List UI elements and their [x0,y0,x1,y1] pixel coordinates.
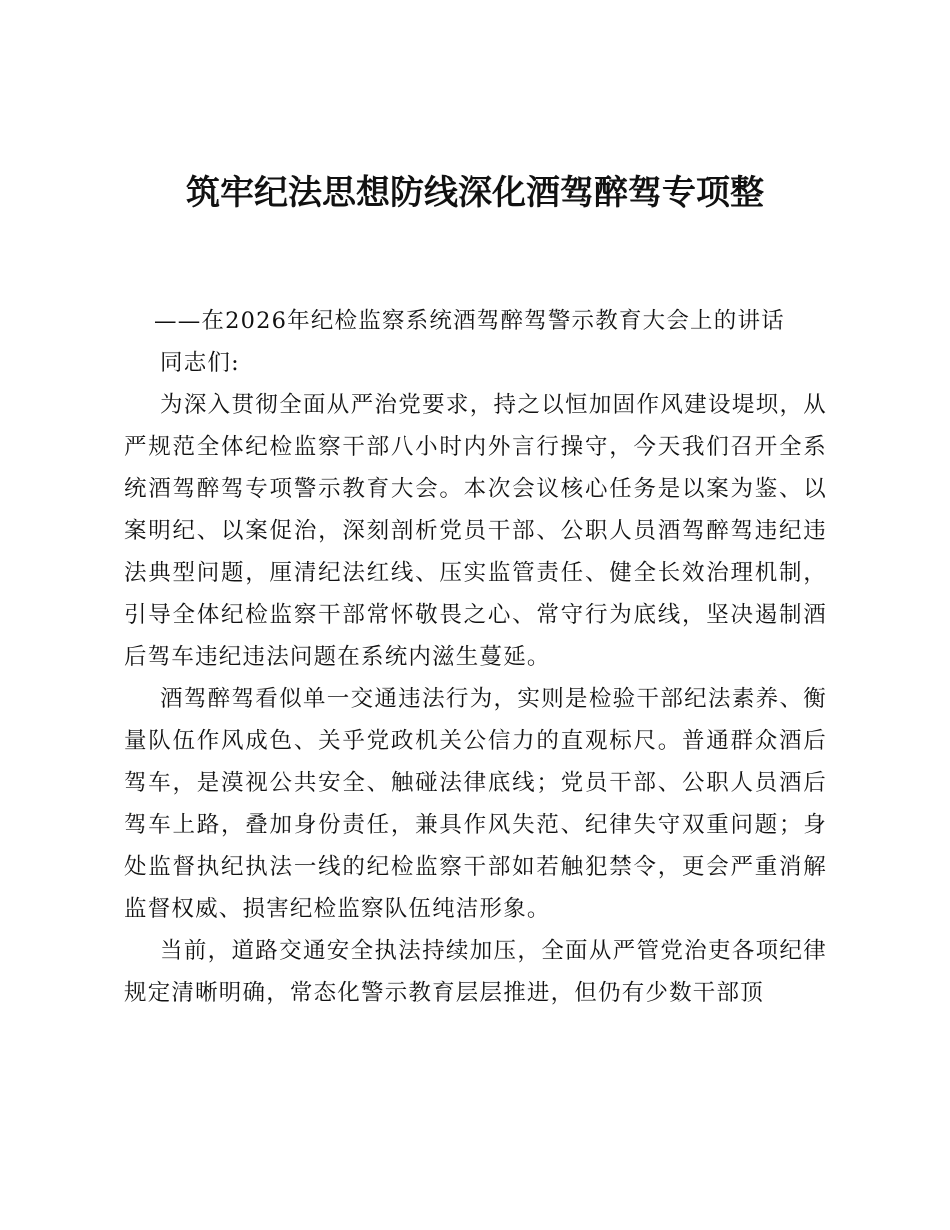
document-subtitle: ——在2026年纪检监察系统酒驾醉驾警示教育大会上的讲话 [154,308,785,334]
salutation: 同志们: [160,350,240,376]
document-title: 筑牢纪法思想防线深化酒驾醉驾专项整 [186,173,764,213]
paragraph-2: 酒驾醉驾看似单一交通违法行为，实则是检验干部纪法素养、衡量队伍作风成色、关乎党政机关公信力的直观标尺。普通群众酒后驾车，是漠视公共安全、触碰法律底线；党员干部、公职人员酒后驾车上路，叠加身份责任，兼具作风失范、纪律失守双重问题；身处监督执纪执法一线的纪检监察干部如若触犯禁令，更会严重消解监督权威、损害纪检监察队伍纯洁形象。 [124,686,827,922]
paragraph-3: 当前，道路交通安全执法持续加压，全面从严管党治吏各项纪律规定清晰明确，常态化警示教育层层推进，但仍有少数干部顶 [124,938,827,1006]
paragraph-1: 为深入贯彻全面从严治党要求，持之以恒加固作风建设堤坝，从严规范全体纪检监察干部八小时内外言行操守，今天我们召开全系统酒驾醉驾专项警示教育大会。本次会议核心任务是以案为鉴、以案明纪、以案促治，深刻剖析党员干部、公职人员酒驾醉驾违纪违法典型问题，厘清纪法红线、压实监管责任、健全长效治理机制，引导全体纪检监察干部常怀敬畏之心、常守行为底线，坚决遏制酒后驾车违纪违法问题在系统内滋生蔓延。 [124,392,827,670]
document-body [124,300,827,1014]
